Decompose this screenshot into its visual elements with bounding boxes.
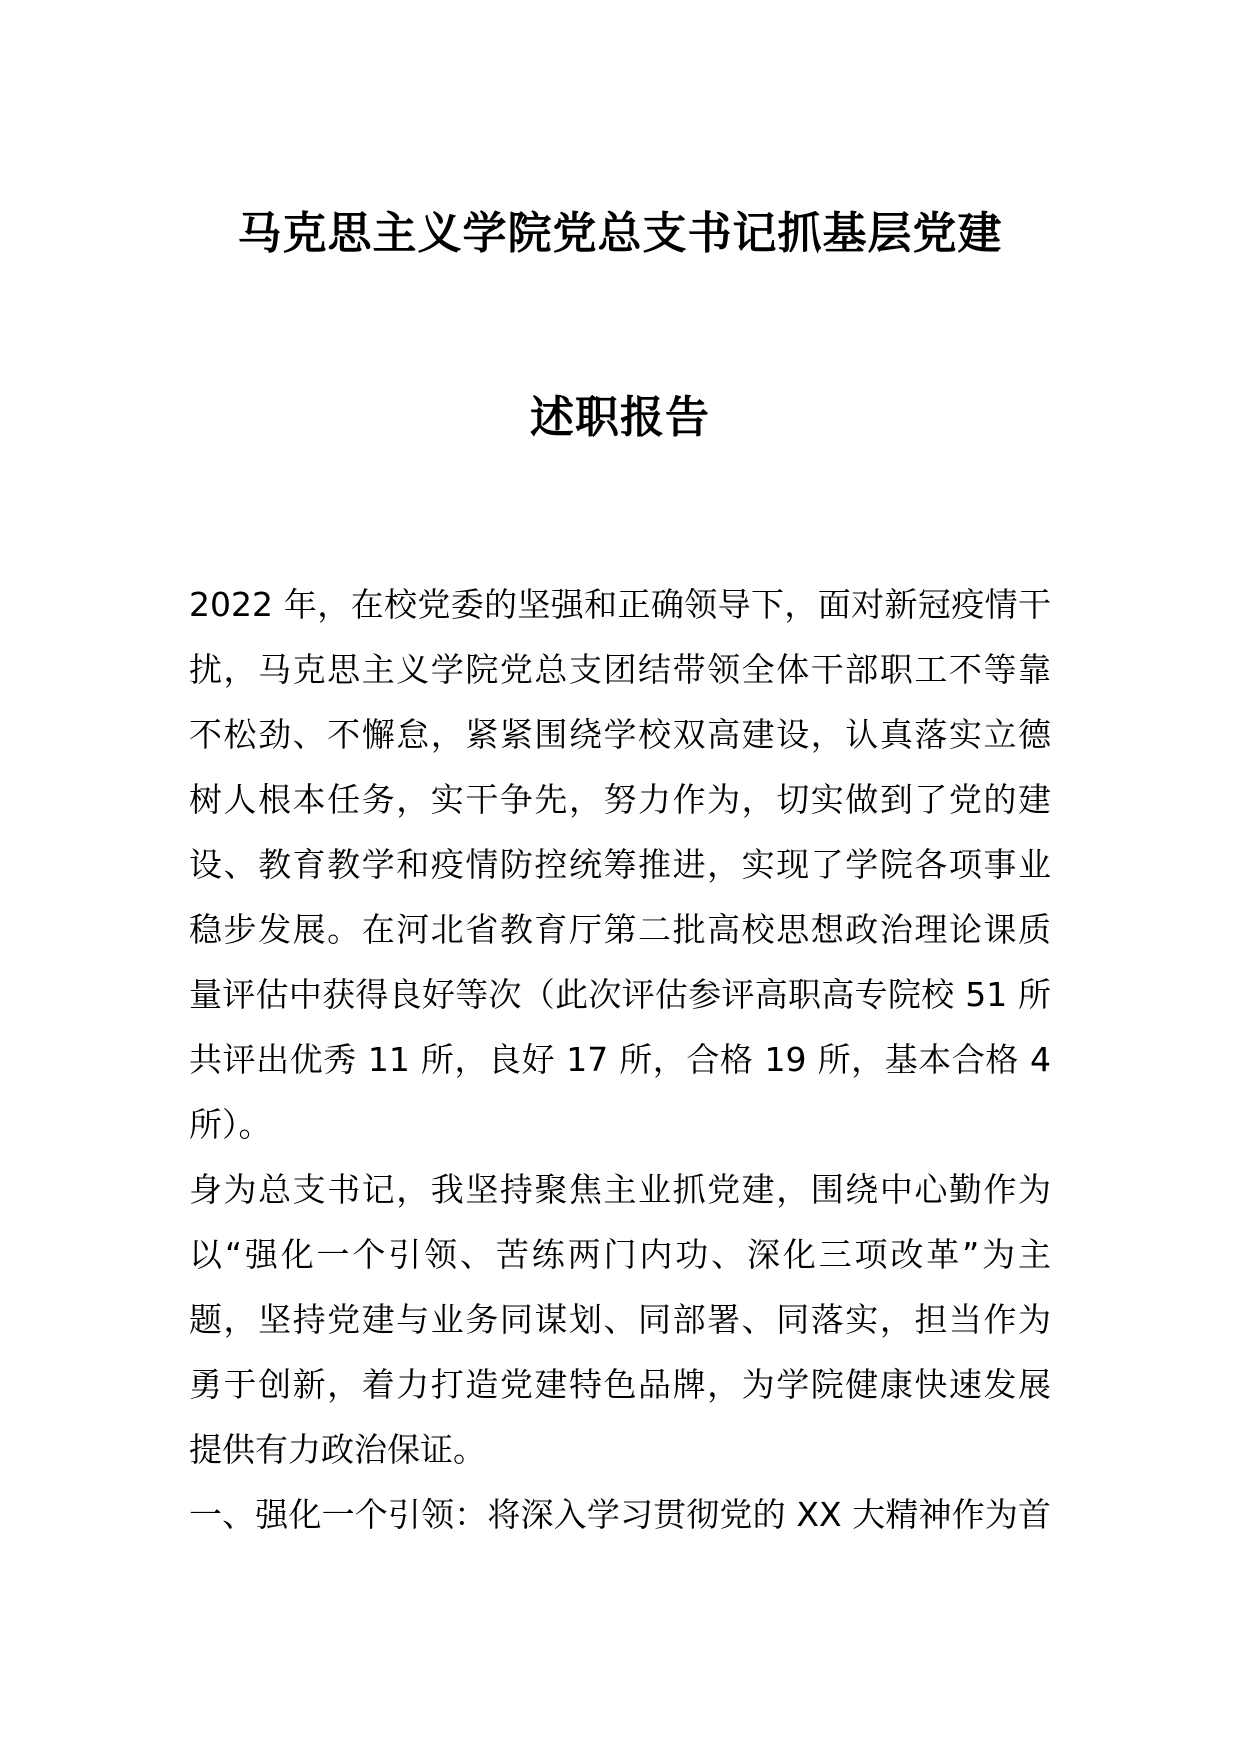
- body-line: 扰，马克思主义学院党总支团结带领全体干部职工不等靠: [189, 650, 1051, 689]
- body-line: 稳步发展。在河北省教育厅第二批高校思想政治理论课质: [189, 910, 1051, 949]
- body-line: 2022 年，在校党委的坚强和正确领导下，面对新冠疫情干: [189, 585, 1051, 624]
- document-title-line-1: 马克思主义学院党总支书记抓基层党建: [237, 208, 1003, 259]
- body-line: 提供有力政治保证。: [189, 1430, 486, 1469]
- body-line: 不松劲、不懈怠，紧紧围绕学校双高建设，认真落实立德: [189, 715, 1051, 754]
- body-line: 以“强化一个引领、苦练两门内功、深化三项改革”为主: [189, 1235, 1051, 1274]
- body-line: 题，坚持党建与业务同谋划、同部署、同落实，担当作为: [189, 1300, 1051, 1339]
- body-line: 树人根本任务，实干争先，努力作为，切实做到了党的建: [189, 780, 1051, 819]
- body-line: 所）。: [189, 1105, 272, 1144]
- document-title-line-2: 述职报告: [530, 392, 710, 443]
- document-body: [189, 572, 1051, 1547]
- body-line: 一、强化一个引领：将深入学习贯彻党的 XX 大精神作为首: [189, 1495, 1051, 1534]
- body-line: 设、教育教学和疫情防控统筹推进，实现了学院各项事业: [189, 845, 1051, 884]
- body-line: 共评出优秀 11 所，良好 17 所，合格 19 所，基本合格 4: [189, 1040, 1051, 1079]
- body-line: 勇于创新，着力打造党建特色品牌，为学院健康快速发展: [189, 1365, 1051, 1404]
- body-line: 量评估中获得良好等次（此次评估参评高职高专院校 51 所: [189, 975, 1051, 1014]
- body-line: 身为总支书记，我坚持聚焦主业抓党建，围绕中心勤作为: [189, 1170, 1051, 1209]
